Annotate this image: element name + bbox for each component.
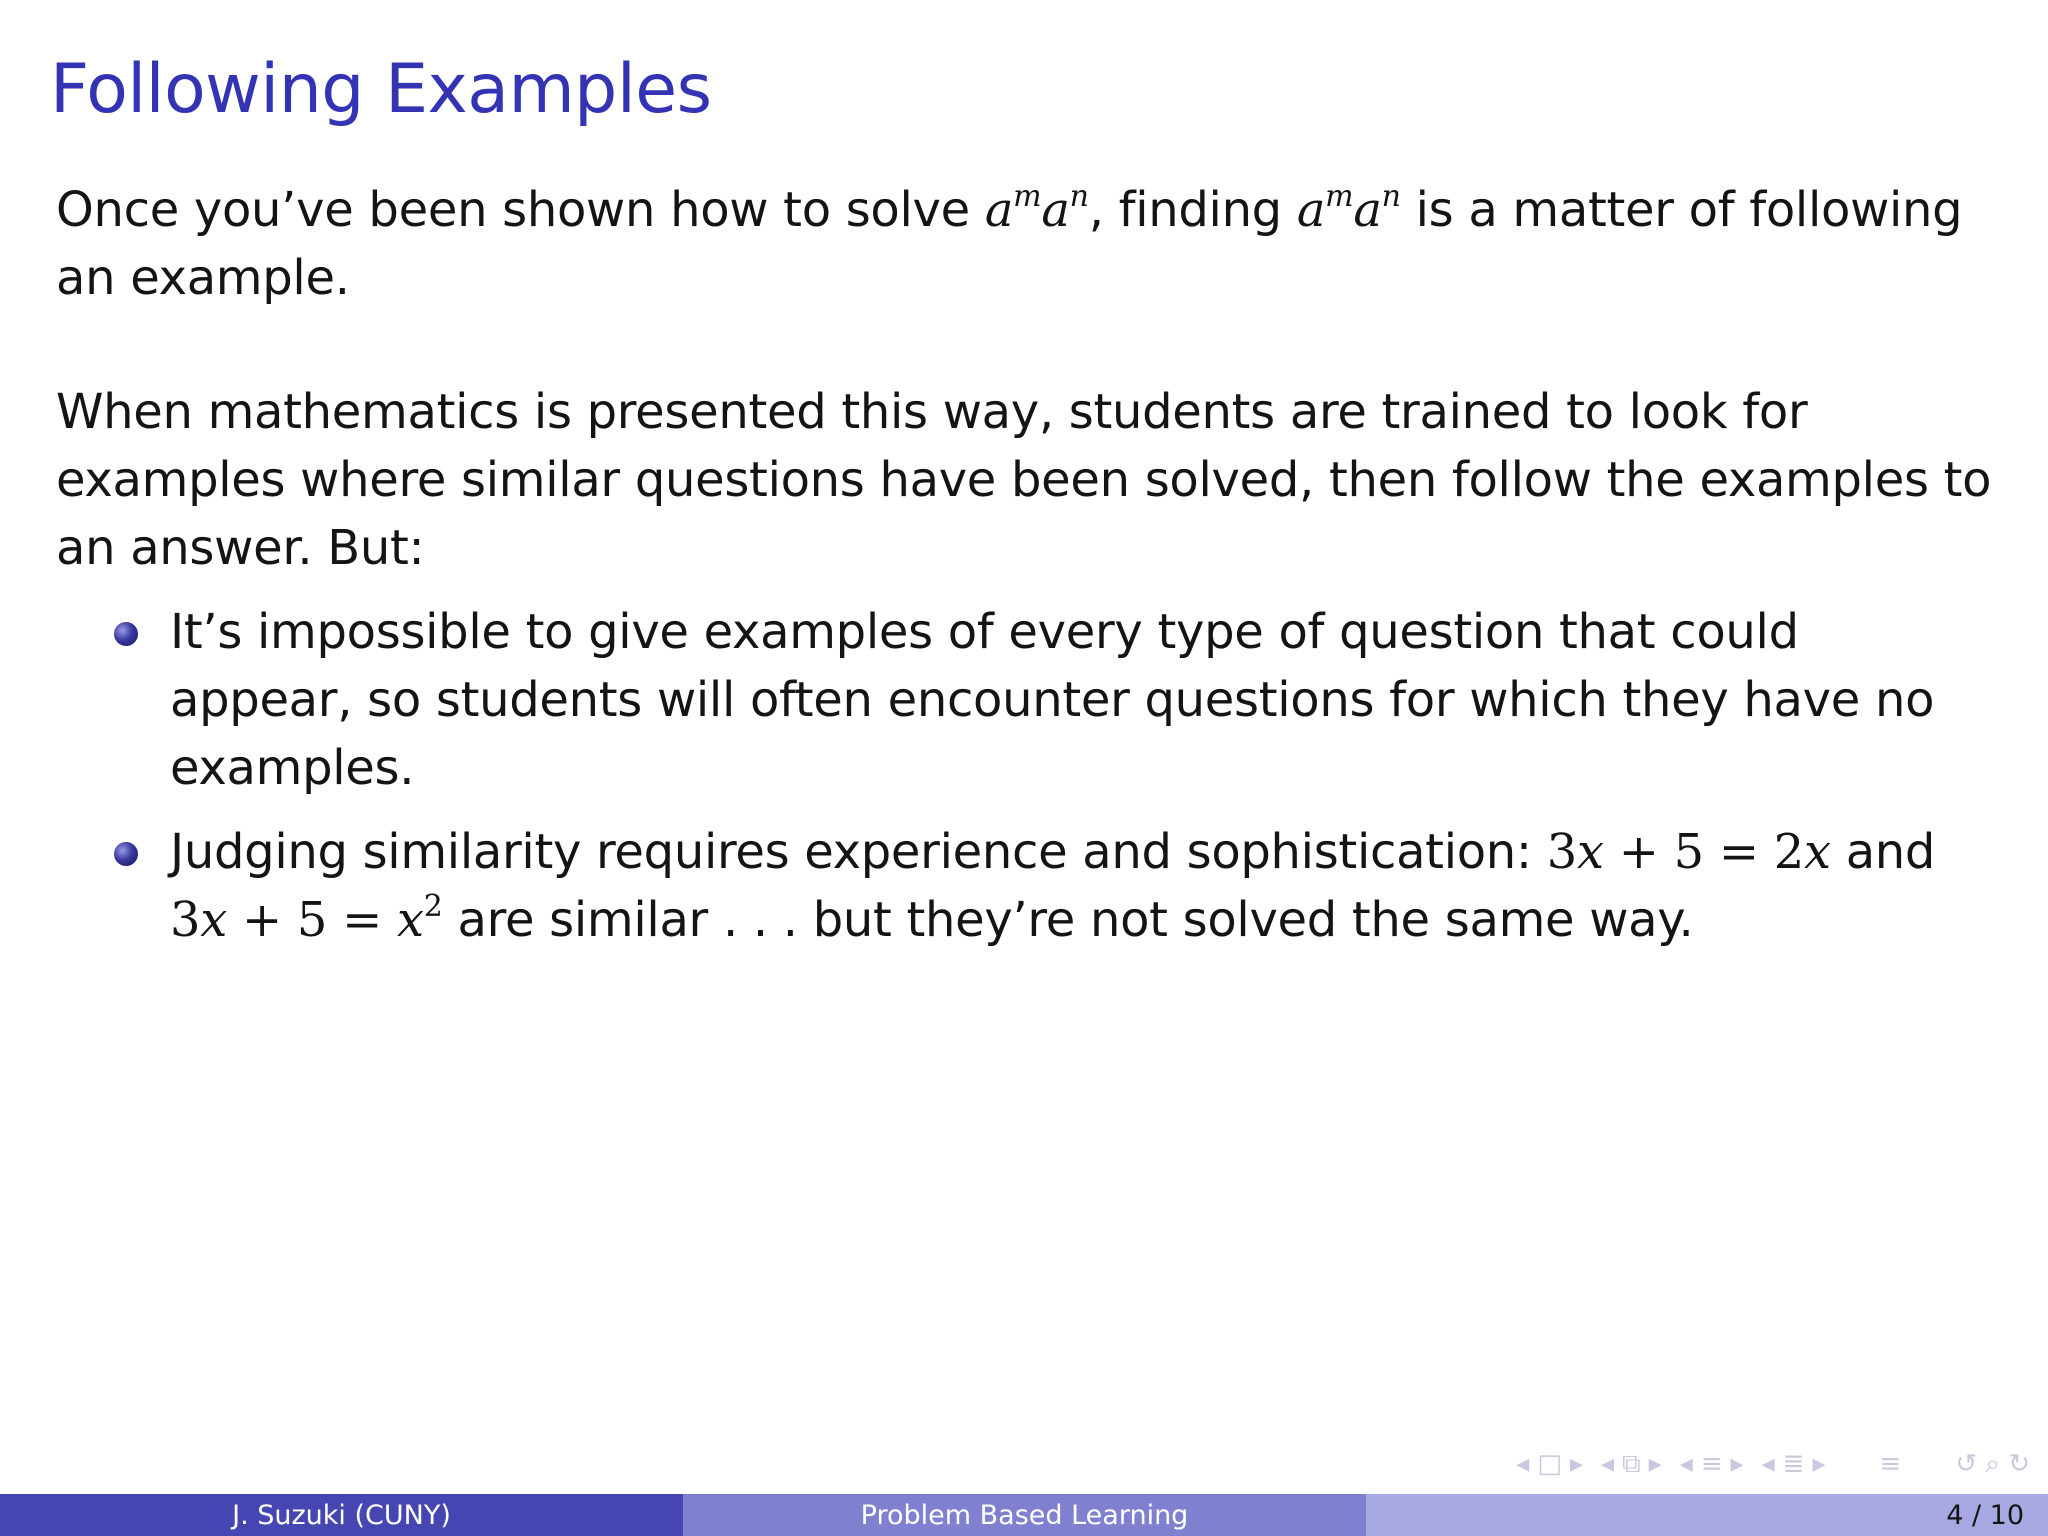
document-next-icon[interactable]: ▸ bbox=[1812, 1449, 1826, 1479]
beamer-navigation-bar bbox=[1516, 1448, 2030, 1480]
footer-author bbox=[0, 1494, 683, 1536]
section-next-icon[interactable]: ▸ bbox=[1730, 1449, 1744, 1479]
footer-bar bbox=[0, 1494, 2048, 1536]
frame-prev-icon[interactable]: ◂ bbox=[1516, 1449, 1530, 1479]
bullet-ball-icon bbox=[114, 622, 138, 646]
document-icon[interactable]: ≣ bbox=[1782, 1449, 1805, 1479]
paragraph-2: When mathematics is presented this way, students are trained to look for examples where similar questions have been solved, then follow the examples to an answer. But: bbox=[56, 384, 1992, 576]
section-prev-icon[interactable]: ◂ bbox=[1679, 1449, 1693, 1479]
frame-next-icon[interactable]: ▸ bbox=[1569, 1449, 1583, 1479]
equation-2: $3x + 5 = x^2$ bbox=[170, 889, 443, 948]
paragraph-1-text: Once you’ve been shown how to solve bbox=[56, 182, 985, 238]
footer-author-label: J. Suzuki (CUNY) bbox=[232, 1499, 451, 1531]
subsection-icon[interactable]: ⧉ bbox=[1622, 1448, 1641, 1479]
document-prev-icon[interactable]: ◂ bbox=[1761, 1449, 1775, 1479]
section-navigation bbox=[1680, 1449, 1744, 1479]
search-back-forward-icon[interactable]: ↺ ⌕ ↻ bbox=[1955, 1448, 2030, 1479]
paragraph-1-text: is a matter of following an example. bbox=[56, 182, 1963, 306]
paragraph-1 bbox=[56, 176, 2016, 312]
footer-page bbox=[1366, 1494, 2048, 1536]
page-number: 4 / 10 bbox=[1946, 1499, 2024, 1531]
footer-title-label: Problem Based Learning bbox=[860, 1499, 1189, 1531]
document-navigation bbox=[1762, 1449, 1826, 1479]
bullet-ball-icon bbox=[114, 842, 138, 866]
outline-icon[interactable]: ≡ bbox=[1879, 1449, 1902, 1479]
bullet-text: Judging similarity requires experience and sophistication: bbox=[170, 824, 1547, 880]
paragraph-1-text: , finding bbox=[1088, 182, 1297, 238]
bullet-text: are similar . . . but they’re not solved the same way. bbox=[442, 892, 1694, 948]
section-icon[interactable]: ≡ bbox=[1700, 1449, 1723, 1479]
frame-navigation bbox=[1516, 1449, 1583, 1479]
subsection-navigation bbox=[1601, 1449, 1662, 1480]
math-a: $a^ma^n$ bbox=[984, 179, 1089, 238]
equation-1: 3x + 5 = 2x bbox=[1546, 824, 1831, 880]
list-item bbox=[0, 598, 1990, 802]
bullet-text: It’s impossible to give examples of every type of question that could appear, so students will often encounter questions for which they have no examples. bbox=[170, 604, 1935, 796]
math-b: $a^ma^n$ bbox=[1296, 179, 1401, 238]
subsection-prev-icon[interactable]: ◂ bbox=[1600, 1449, 1615, 1479]
frame-icon[interactable]: □ bbox=[1537, 1449, 1562, 1479]
slide-title: Following Examples bbox=[50, 50, 712, 129]
footer-title bbox=[683, 1494, 1366, 1536]
bullet-text: and bbox=[1830, 824, 1936, 880]
list-item bbox=[0, 818, 1990, 954]
bullet-list bbox=[0, 598, 2048, 954]
subsection-next-icon[interactable]: ▸ bbox=[1648, 1449, 1662, 1479]
